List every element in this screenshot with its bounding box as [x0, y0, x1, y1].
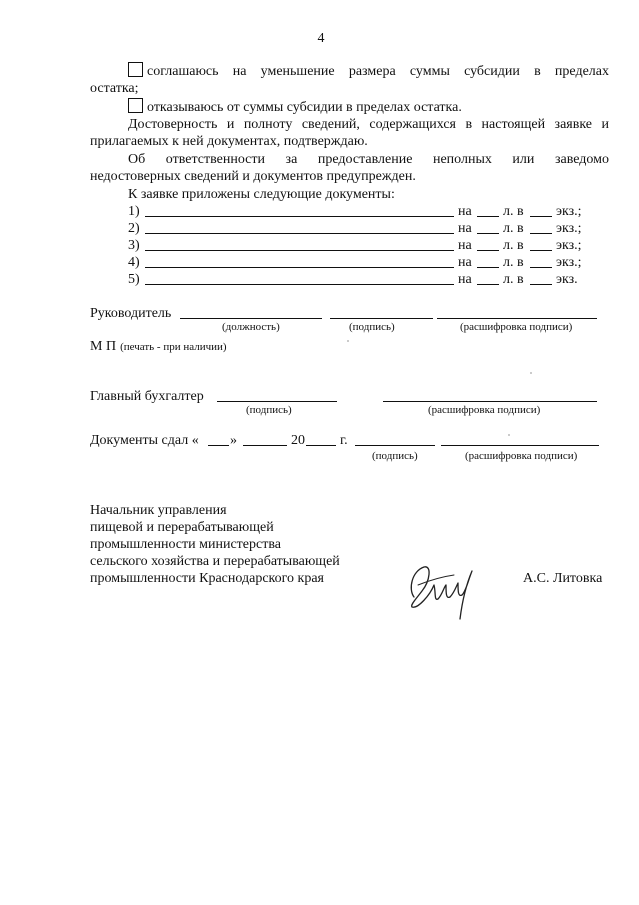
copies-label: экз.; [556, 238, 582, 253]
refuse-label: отказываюсь от суммы субсидии в пределах остатка. [147, 100, 462, 115]
copies-field[interactable] [530, 233, 552, 234]
accountant-label: Главный бухгалтер [90, 389, 204, 404]
official-title-line: пищевой и перерабатывающей [90, 520, 274, 535]
warning-line2: недостоверных сведений и документов предупрежден. [90, 169, 416, 184]
copies-field[interactable] [530, 250, 552, 251]
month-field[interactable] [243, 445, 287, 446]
copies-label: экз.; [556, 204, 582, 219]
copies-label: экз.; [556, 221, 582, 236]
accountant-decoding-field[interactable] [383, 401, 597, 402]
stamp-place [90, 337, 227, 355]
head-label: Руководитель [90, 306, 172, 321]
official-name: А.С. Литовка [523, 571, 603, 586]
attached-intro: К заявке приложены следующие документы: [128, 187, 395, 202]
signature-caption: (подпись) [349, 321, 395, 333]
page-number: 4 [317, 31, 325, 46]
pages-label: л. в [503, 221, 524, 236]
agree-label-line2: остатка; [90, 81, 139, 96]
copies-field[interactable] [530, 216, 552, 217]
close-quote: » [230, 433, 237, 448]
official-title-line: промышленности Краснодарского края [90, 571, 324, 586]
agree-label-line1: соглашаюсь на уменьшение размера суммы субсидии в пределах [147, 64, 609, 79]
official-title-line: Начальник управления [90, 503, 227, 518]
head-signature-field[interactable] [330, 318, 433, 319]
head-decoding-field[interactable] [437, 318, 597, 319]
signature-caption: (подпись) [246, 404, 292, 416]
attached-item-number: 3) [128, 238, 140, 253]
refuse-option [128, 98, 462, 116]
pages-label: л. в [503, 204, 524, 219]
scan-speck [530, 372, 532, 374]
signature-caption: (подпись) [372, 450, 418, 462]
document-name-field[interactable] [145, 216, 454, 217]
copies-field[interactable] [530, 284, 552, 285]
decoding-caption: (расшифровка подписи) [460, 321, 573, 333]
agree-option [128, 62, 609, 80]
official-title-line: сельского хозяйства и перерабатывающей [90, 554, 340, 569]
head-position-field[interactable] [180, 318, 322, 319]
document-name-field[interactable] [145, 284, 454, 285]
copies-label: экз. [556, 272, 578, 287]
stamp-label: М П [90, 339, 117, 354]
stamp-note: (печать - при наличии) [120, 341, 227, 353]
pages-label: л. в [503, 238, 524, 253]
attached-item-number: 1) [128, 204, 140, 219]
scan-speck [508, 434, 510, 436]
attached-item-number: 5) [128, 272, 140, 287]
submitter-decoding-field[interactable] [441, 445, 599, 446]
on-label: на [458, 272, 472, 287]
pages-field[interactable] [477, 233, 499, 234]
copies-field[interactable] [530, 267, 552, 268]
pages-label: л. в [503, 272, 524, 287]
accountant-signature-field[interactable] [217, 401, 337, 402]
year-field[interactable] [306, 445, 336, 446]
on-label: на [458, 221, 472, 236]
decoding-caption: (расшифровка подписи) [465, 450, 578, 462]
copies-label: экз.; [556, 255, 582, 270]
pages-field[interactable] [477, 216, 499, 217]
attached-item-number: 4) [128, 255, 140, 270]
document-name-field[interactable] [145, 233, 454, 234]
official-title-line: промышленности министерства [90, 537, 281, 552]
attached-item-number: 2) [128, 221, 140, 236]
handwritten-signature [400, 545, 490, 625]
scan-speck [347, 340, 349, 342]
submitted-label: Документы сдал « [90, 433, 199, 448]
decoding-caption: (расшифровка подписи) [428, 404, 541, 416]
refuse-checkbox[interactable] [128, 98, 143, 113]
on-label: на [458, 204, 472, 219]
pages-field[interactable] [477, 250, 499, 251]
confirm-line1: Достоверность и полноту сведений, содержащихся в настоящей заявке и [128, 117, 609, 132]
document-name-field[interactable] [145, 250, 454, 251]
on-label: на [458, 238, 472, 253]
pages-label: л. в [503, 255, 524, 270]
day-field[interactable] [208, 445, 229, 446]
on-label: на [458, 255, 472, 270]
agree-checkbox[interactable] [128, 62, 143, 77]
year-suffix: г. [340, 433, 348, 448]
pages-field[interactable] [477, 267, 499, 268]
document-name-field[interactable] [145, 267, 454, 268]
pages-field[interactable] [477, 284, 499, 285]
year-prefix: 20 [291, 433, 305, 448]
submitter-signature-field[interactable] [355, 445, 435, 446]
position-caption: (должность) [222, 321, 280, 333]
warning-line1: Об ответственности за предоставление неполных или заведомо [128, 152, 609, 167]
confirm-line2: прилагаемых к ней документах, подтверждаю. [90, 134, 368, 149]
